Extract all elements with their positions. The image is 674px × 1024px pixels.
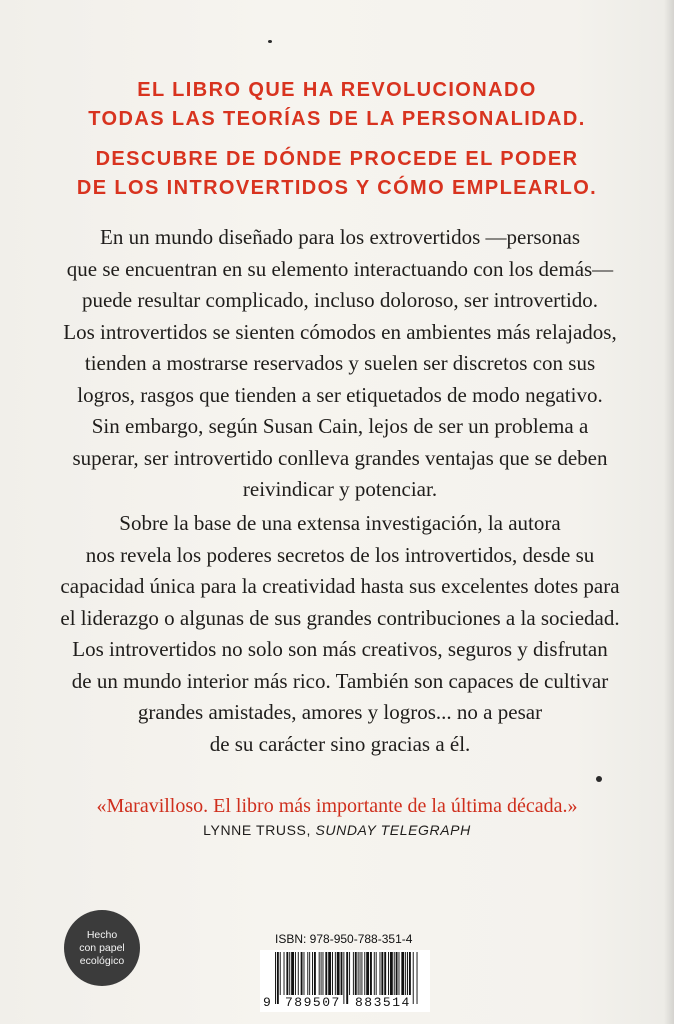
barcode-right-group: 883514 [355, 995, 411, 1010]
text-line: de su carácter sino gracias a él. [209, 731, 471, 756]
text-line: Sobre la base de una extensa investigación, la autora [119, 511, 561, 535]
quote-author: LYNNE TRUSS, [203, 822, 311, 838]
barcode-bar [396, 952, 398, 995]
barcode-bar [332, 952, 333, 995]
barcode-bar [312, 952, 313, 995]
text-line: grandes amistades, amores y logros... no a pesar [137, 700, 543, 724]
barcode-bar [380, 952, 381, 995]
barcode-bar [319, 952, 320, 995]
barcode-left-group: 789507 [285, 995, 341, 1010]
barcode-bar [325, 952, 327, 995]
cover-edge-shadow [664, 0, 674, 1024]
barcode-bar [301, 952, 303, 995]
barcode-bar [360, 952, 361, 995]
text-line: de un mundo interior más rico. También son capaces de cultivar [71, 668, 609, 693]
barcode-bar [314, 952, 316, 995]
isbn-label: ISBN: 978-950-788-351-4 [275, 932, 413, 946]
eco-badge-line: Hecho [86, 928, 118, 941]
text-line: puede resultar complicado, incluso doloroso, ser introvertido. [81, 288, 599, 312]
barcode-bar [341, 952, 343, 995]
barcode-bar [399, 952, 400, 995]
barcode-bar [353, 952, 354, 995]
barcode-bar [401, 952, 404, 995]
barcode-bar [366, 952, 369, 995]
barcode-bar [298, 952, 299, 995]
barcode-bar [364, 952, 365, 995]
headline-line: TODAS LAS TEORÍAS DE LA PERSONALIDAD. [88, 108, 586, 130]
barcode-bar [381, 952, 383, 995]
barcode-bar [304, 952, 305, 995]
barcode-bar [291, 952, 294, 995]
headline-discover [0, 145, 674, 203]
barcode-bar [407, 952, 408, 995]
barcode-bar [284, 952, 285, 995]
barcode-bar [376, 952, 377, 995]
barcode-bar [286, 952, 288, 995]
barcode-bar [370, 952, 372, 995]
text-line: el liderazgo o algunas de sus grandes contribuciones a la sociedad. [60, 605, 620, 630]
synopsis-paragraph-2 [36, 508, 644, 760]
headline-line: DE LOS INTROVERTIDOS Y CÓMO EMPLEARLO. [76, 177, 598, 199]
headline-revolution [0, 76, 674, 134]
text-line: reivindicar y potenciar. [242, 477, 438, 501]
barcode-bar [323, 952, 324, 995]
barcode-digits [260, 995, 430, 1013]
barcode-bar [374, 952, 375, 995]
barcode-bar [328, 952, 331, 995]
eco-badge-line: con papel [79, 941, 125, 954]
barcode-lead-digit: 9 [263, 995, 273, 1010]
barcode-bar [335, 952, 336, 995]
eco-paper-badge [64, 910, 140, 986]
barcode-bar [295, 952, 296, 995]
text-line: Los introvertidos no solo son más creativos, seguros y disfrutan [72, 637, 608, 661]
headline-line: EL LIBRO QUE HA REVOLUCIONADO [137, 79, 537, 101]
barcode-bar [358, 952, 359, 995]
barcode-bar [337, 952, 340, 995]
barcode-bar [355, 952, 357, 995]
barcode-bar [405, 952, 406, 995]
text-line: logros, rasgos que tienden a ser etiquetados de modo negativo. [77, 382, 603, 407]
barcode-bar [388, 952, 389, 995]
quote-attribution [0, 822, 674, 838]
text-line: En un mundo diseñado para los extrovertidos —personas [100, 225, 580, 249]
review-quote: «Maravilloso. El libro más importante de la última década.» [96, 795, 578, 817]
barcode-bar [390, 952, 393, 995]
barcode-bar [361, 952, 362, 995]
text-line: superar, ser introvertido conlleva grandes ventajas que se deben [72, 445, 608, 470]
text-line: Sin embargo, según Susan Cain, lejos de ser un problema a [91, 414, 589, 438]
print-speck [596, 776, 602, 782]
barcode-bar [289, 952, 290, 995]
text-line: tienden a mostrarse reservados y suelen ser discretos con sus [84, 351, 596, 375]
barcode-bar [349, 952, 350, 995]
text-line: capacidad única para la creatividad hasta sus excelentes dotes para [60, 574, 620, 598]
barcode-bar [321, 952, 322, 995]
eco-badge-line: ecológico [79, 954, 125, 967]
quote-source: SUNDAY TELEGRAPH [315, 822, 471, 838]
barcode-bar [394, 952, 395, 995]
text-line: que se encuentran en su elemento interactuando con los demás— [66, 256, 614, 281]
synopsis-paragraph-1 [36, 222, 644, 506]
text-line: Los introvertidos se sienten cómodos en ambientes más relajados, [63, 319, 617, 344]
headline-line: DESCUBRE DE DÓNDE PROCEDE EL PODER [95, 148, 579, 170]
print-speck [268, 40, 272, 43]
barcode-bar [309, 952, 310, 995]
text-line: nos revela los poderes secretos de los introvertidos, desde su [85, 542, 595, 567]
barcode-bar [384, 952, 386, 995]
barcode-bar [409, 952, 411, 995]
barcode-bar [307, 952, 308, 995]
barcode-bar [280, 952, 281, 995]
eco-badge-text [79, 929, 125, 968]
